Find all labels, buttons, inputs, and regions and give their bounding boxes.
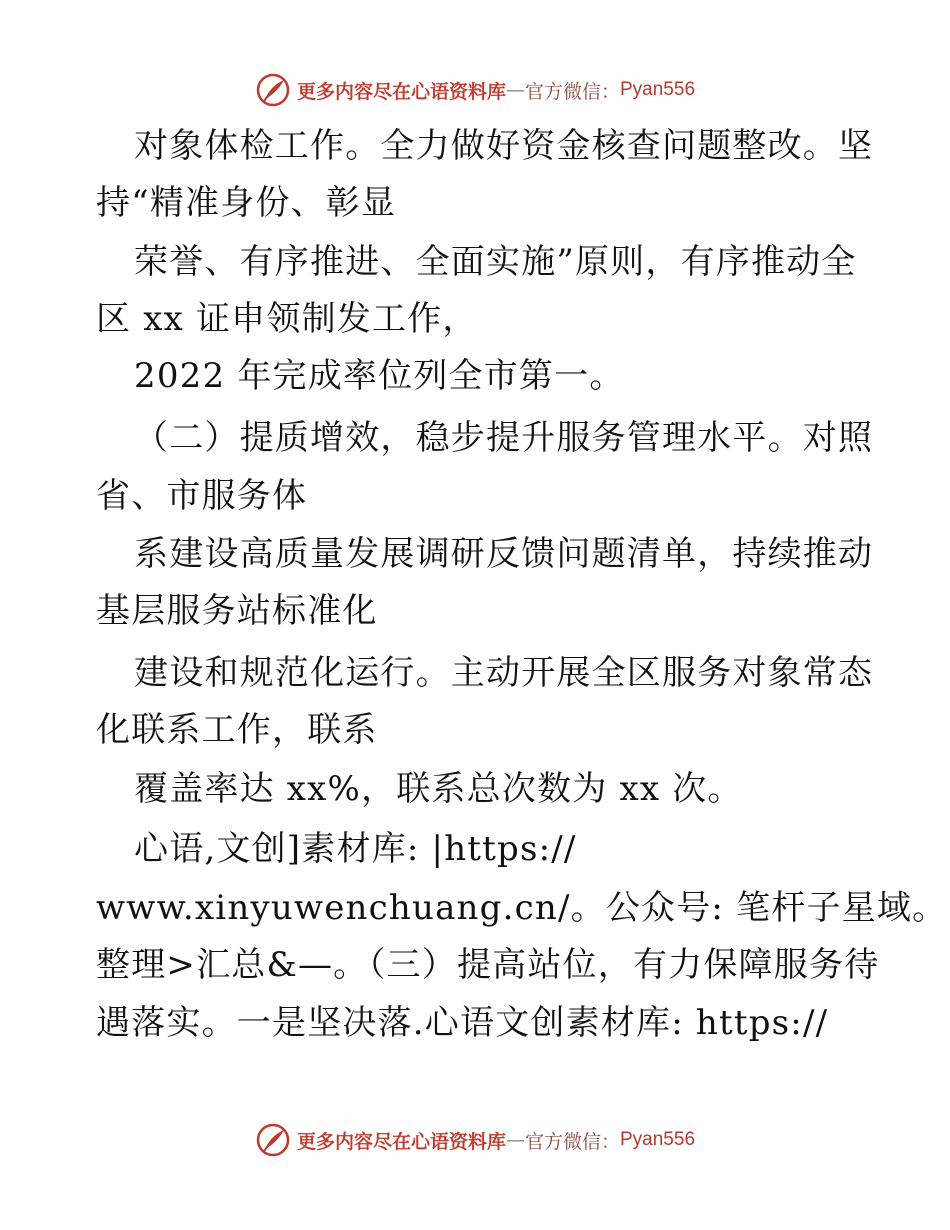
text-line: www.xinyuwenchuang.cn/。公众号: 笔杆子星域。 bbox=[96, 888, 948, 928]
header-banner bbox=[0, 70, 950, 110]
text-line: （二）提质增效，稳步提升服务管理水平。对照 bbox=[134, 418, 874, 458]
text-line: 心语,文创]素材库: |https:// bbox=[134, 829, 577, 869]
banner-wechat-label: 官方微信： bbox=[524, 80, 620, 103]
quill-logo-icon bbox=[255, 1122, 291, 1158]
text-line: 持“精准身份、彰显 bbox=[96, 183, 397, 223]
text-line: 覆盖率达 xx%，联系总次数为 xx 次。 bbox=[134, 769, 743, 809]
banner-brand-text: 更多内容尽在心语资料库 bbox=[296, 80, 506, 103]
banner-brand-text: 更多内容尽在心语资料库 bbox=[296, 1130, 506, 1153]
banner-dash: — bbox=[505, 1129, 525, 1151]
text-line: 整理>汇总&—。（三）提高站位，有力保障服务待 bbox=[96, 945, 880, 985]
banner-wechat-id: Pyan556 bbox=[620, 1129, 696, 1150]
text-line: 2022 年完成率位列全市第一。 bbox=[134, 356, 625, 396]
text-line: 遇落实。一是坚决落.心语文创素材库: https:// bbox=[96, 1003, 829, 1043]
text-line: 荣誉、有序推进、全面实施”原则，有序推动全 bbox=[134, 242, 857, 282]
text-line: 建设和规范化运行。主动开展全区服务对象常态 bbox=[134, 653, 874, 693]
text-line: 化联系工作，联系 bbox=[96, 710, 378, 750]
banner-wechat-label: 官方微信： bbox=[524, 1130, 620, 1153]
quill-logo-icon bbox=[255, 72, 291, 108]
footer-banner bbox=[0, 1120, 950, 1160]
text-line: 对象体检工作。全力做好资金核查问题整改。坚 bbox=[134, 126, 874, 166]
text-line: 区 xx 证申领制发工作， bbox=[96, 299, 478, 339]
text-line: 系建设高质量发展调研反馈问题清单，持续推动 bbox=[134, 534, 874, 574]
banner-dash: — bbox=[505, 79, 525, 101]
text-line: 省、市服务体 bbox=[96, 476, 308, 516]
banner-wechat-id: Pyan556 bbox=[620, 79, 696, 100]
text-line: 基层服务站标准化 bbox=[96, 591, 378, 631]
